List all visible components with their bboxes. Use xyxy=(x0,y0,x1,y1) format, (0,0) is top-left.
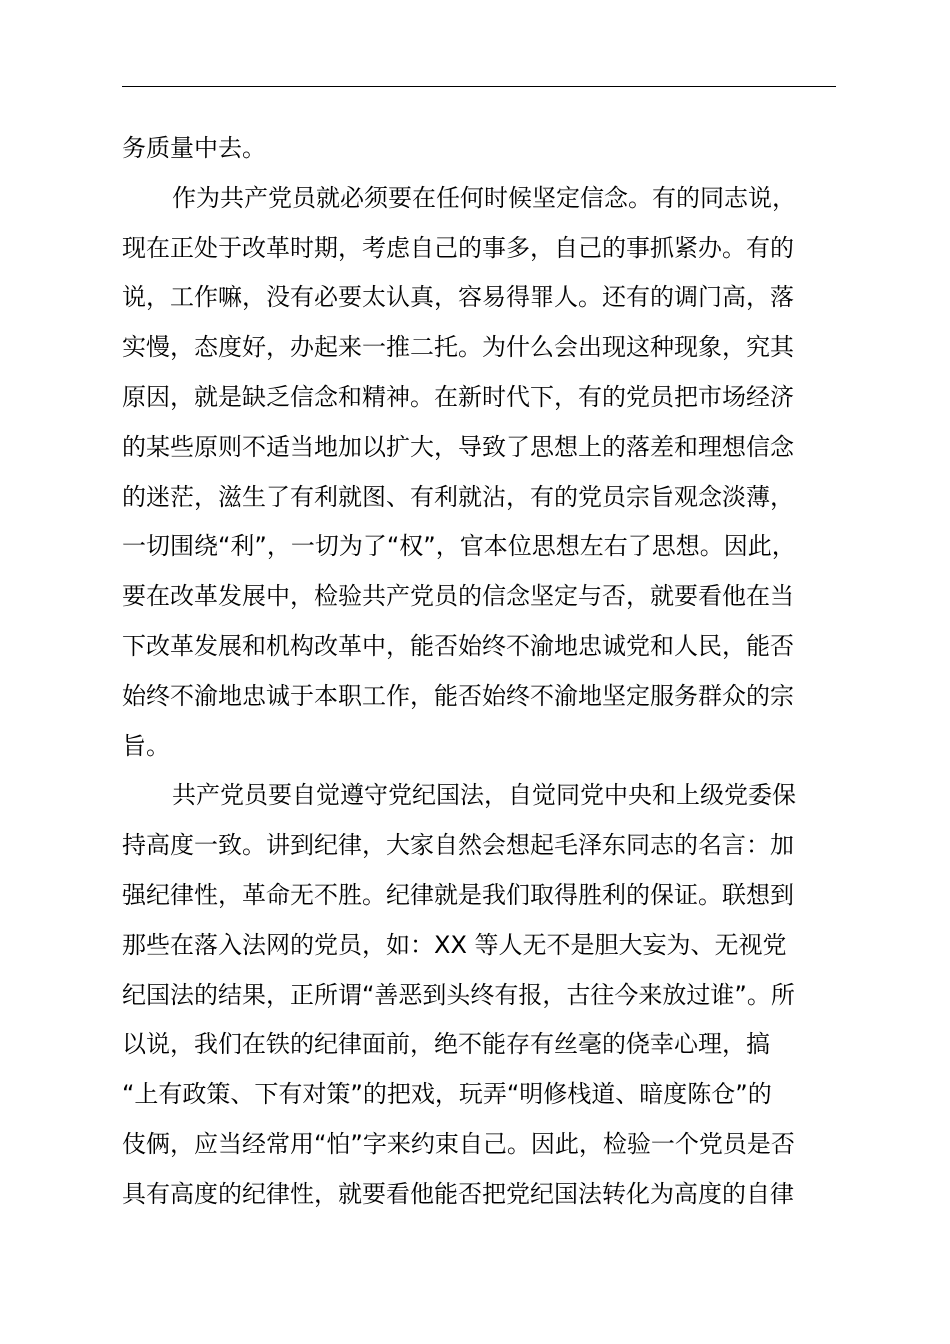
text-line: 始终不渝地忠诚于本职工作，能否始终不渝地坚定服务群众的宗 xyxy=(122,681,794,710)
text-line: 那些在落入法网的党员，如：XX 等人无不是胆大妄为、无视党 xyxy=(122,930,787,959)
text-line: 现在正处于改革时期，考虑自己的事多，自己的事抓紧办。有的 xyxy=(122,233,794,262)
text-line: 纪国法的结果，正所谓“善恶到头终有报，古往今来放过谁”。所 xyxy=(122,980,795,1009)
text-line: 要在改革发展中，检验共产党员的信念坚定与否，就要看他在当 xyxy=(122,582,794,611)
text-line: 以说，我们在铁的纪律面前，绝不能存有丝毫的侥幸心理，搞 xyxy=(122,1030,770,1059)
text-line: “上有政策、下有对策”的把戏，玩弄“明修栈道、暗度陈仓”的 xyxy=(122,1080,772,1109)
text-line: 旨。 xyxy=(122,731,170,760)
header-rule xyxy=(122,86,836,87)
document-body xyxy=(122,124,838,1220)
text-line: 持高度一致。讲到纪律，大家自然会想起毛泽东同志的名言：加 xyxy=(122,831,794,860)
text-line: 务质量中去。 xyxy=(122,134,266,162)
text-line: 的迷茫，滋生了有利就图、有利就沾，有的党员宗旨观念淡薄， xyxy=(122,482,794,511)
paragraph-start-line: 共产党员要自觉遵守党纪国法，自觉同党中央和上级党委保 xyxy=(172,781,796,810)
text-line: 具有高度的纪律性，就要看他能否把党纪国法转化为高度的自律 xyxy=(122,1179,794,1208)
paragraph-start-line: 作为共产党员就必须要在任何时候坚定信念。有的同志说， xyxy=(172,183,796,212)
text-line: 的某些原则不适当地加以扩大，导致了思想上的落差和理想信念 xyxy=(122,432,794,461)
text-line: 说，工作嘛，没有必要太认真，容易得罪人。还有的调门高，落 xyxy=(122,283,794,312)
text-line: 强纪律性，革命无不胜。纪律就是我们取得胜利的保证。联想到 xyxy=(122,880,794,909)
text-line: 伎俩，应当经常用“怕”字来约束自己。因此，检验一个党员是否 xyxy=(122,1129,795,1158)
text-line: 实慢，态度好，办起来一推二托。为什么会出现这种现象，究其 xyxy=(122,333,794,362)
text-line: 一切围绕“利”，一切为了“权”，官本位思想左右了思想。因此， xyxy=(122,532,796,561)
text-line: 下改革发展和机构改革中，能否始终不渝地忠诚党和人民，能否 xyxy=(122,631,794,660)
text-line: 原因，就是缺乏信念和精神。在新时代下，有的党员把市场经济 xyxy=(122,382,794,411)
